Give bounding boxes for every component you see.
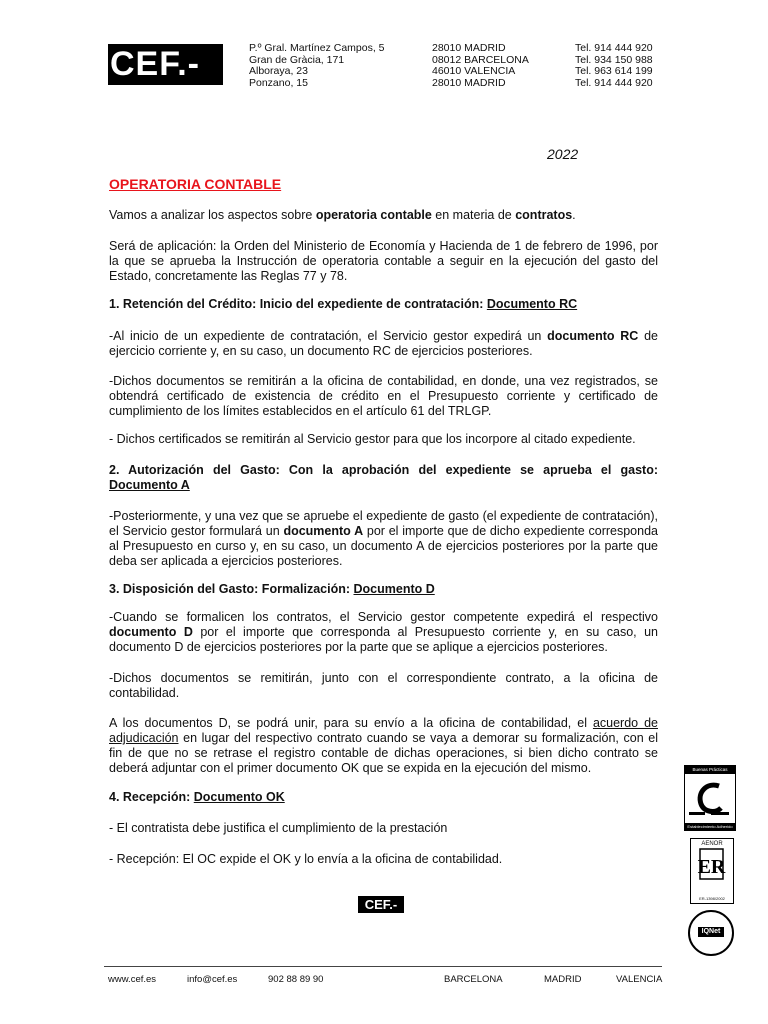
- intro-paragraph: Vamos a analizar los aspectos sobre operatoria contable en materia de contratos.: [109, 208, 576, 222]
- iqnet-badge: [688, 910, 734, 956]
- section3-paragraph-1: -Cuando se formalicen los contratos, el Servicio gestor competente expedirá el respectivo documento D por el importe que corresponda al Presupuesto corriente y, en su caso, un documento D de ejercicios posteriores por la parte que se aplique a ejercicios posteriores.: [109, 610, 658, 654]
- aenor-badge: [690, 838, 734, 904]
- section2-paragraph-1: -Posteriormente, y una vez que se apruebe el expediente de gasto (el expediente de contratación), el Servicio gestor formulará un documento A por el importe que de dicho expediente corresponda al Presupuesto en curso y, en su caso, un documento A de ejercicios posteriores por la parte que deba ser aplicada a ejercicios posteriores.: [109, 509, 658, 568]
- aplicacion-paragraph: Será de aplicación: la Orden del Ministerio de Economía y Hacienda de 1 de febrero de 1996, por la que se aprueba la Instrucción de operatoria contable a seguir en la ejecución del gasto del Estado, concretamente las Reglas 77 y 78.: [109, 239, 658, 283]
- buenas-practicas-emblem-icon: [685, 774, 734, 824]
- footer-email: info@cef.es: [187, 974, 238, 985]
- section1-heading: 1. Retención del Crédito: Inicio del expediente de contratación: Documento RC: [109, 297, 578, 311]
- cef-logo-small: CEF.-: [358, 896, 404, 913]
- address-city: 46010 VALENCIA: [432, 65, 516, 77]
- section3-paragraph-3: A los documentos D, se podrá unir, para su envío a la oficina de contabilidad, el acuerdo de adjudicación en lugar del respectivo contrato cuando se vaya a demorar su formalización, con el fin de que no se retrase el registro contable de dichas operaciones, si bien dicho contrato se deberá adjuntar con el primer documento OK que se expida en la ejecución del mismo.: [109, 716, 658, 775]
- document-year: 2022: [547, 146, 579, 162]
- section1-paragraph-1: -Al inicio de un expediente de contratación, el Servicio gestor expedirá un documento RC de ejercicio corriente y, en su caso, un documento RC de ejercicios posteriores.: [109, 329, 658, 358]
- address-city: 28010 MADRID: [432, 42, 506, 54]
- section1-paragraph-2: -Dichos documentos se remitirán a la oficina de contabilidad, en donde, una vez registrados, se obtendrá certificado de existencia de crédito en el Presupuesto corriente y certificado de cumplimiento de los límites establecidos en el artículo 61 del TRLGP.: [109, 374, 658, 418]
- address-city: 28010 MADRID: [432, 76, 506, 89]
- document-title: OPERATORIA CONTABLE: [109, 176, 282, 192]
- footer-city-valencia: VALENCIA: [616, 974, 663, 985]
- address-phone: Tel. 914 444 920: [575, 76, 653, 89]
- address-street: P.º Gral. Martínez Campos, 5: [249, 42, 385, 54]
- svg-text:ER: ER: [697, 856, 726, 878]
- footer-website: www.cef.es: [108, 974, 157, 985]
- footer-city-madrid: MADRID: [544, 974, 582, 985]
- badge-footer-text: Establecimiento Adherido: [685, 823, 735, 830]
- address-street: Ponzano, 15: [249, 76, 308, 89]
- aenor-er-icon: [691, 847, 732, 883]
- buenas-practicas-badge: [684, 765, 736, 831]
- section1-paragraph-3: - Dichos certificados se remitirán al Servicio gestor para que los incorpore al citado expediente.: [109, 432, 636, 446]
- address-streets: [249, 43, 385, 89]
- section3-heading-link: Documento D: [353, 582, 435, 596]
- section2-heading-link: Documento A: [109, 478, 190, 492]
- aenor-label: AENOR: [701, 841, 723, 847]
- section4-paragraph-2: - Recepción: El OC expide el OK y lo envía a la oficina de contabilidad.: [109, 852, 503, 866]
- address-street: Gran de Gràcia, 171: [249, 53, 345, 66]
- badge-header-text: Buenas Prácticas: [685, 766, 735, 774]
- footer-divider: [104, 966, 662, 967]
- section1-heading-link: Documento RC: [486, 297, 578, 311]
- address-city: 08012 BARCELONA: [432, 53, 529, 66]
- section3-paragraph-2: -Dichos documentos se remitirán, junto con el correspondiente contrato, a la oficina de contabilidad.: [109, 671, 658, 700]
- section4-paragraph-1: - El contratista debe justifica el cumplimiento de la prestación: [109, 821, 448, 835]
- iqnet-label: IQNet: [698, 927, 724, 937]
- address-phone: Tel. 963 614 199: [575, 65, 653, 77]
- section4-heading: 4. Recepción: Documento OK: [109, 790, 285, 804]
- section3-heading: 3. Disposición del Gasto: Formalización: Documento D: [109, 582, 435, 596]
- address-cities: [432, 43, 529, 89]
- adjudicacion-link: acuerdo de adjudicación: [109, 716, 658, 745]
- section4-heading-link: Documento OK: [193, 790, 285, 804]
- address-street: Alboraya, 23: [249, 65, 308, 77]
- section2-heading: 2. Autorización del Gasto: Con la aprobación del expediente se aprueba el gasto: Documento A: [109, 463, 658, 492]
- cef-logo: CEF.-: [108, 44, 223, 85]
- footer-phone: 902 88 89 90: [268, 974, 324, 985]
- address-phones: [575, 43, 653, 89]
- aenor-code: ER-1398/2002: [699, 896, 725, 901]
- footer-city-barcelona: BARCELONA: [444, 974, 503, 985]
- address-phone: Tel. 914 444 920: [575, 42, 653, 54]
- address-phone: Tel. 934 150 988: [575, 53, 653, 66]
